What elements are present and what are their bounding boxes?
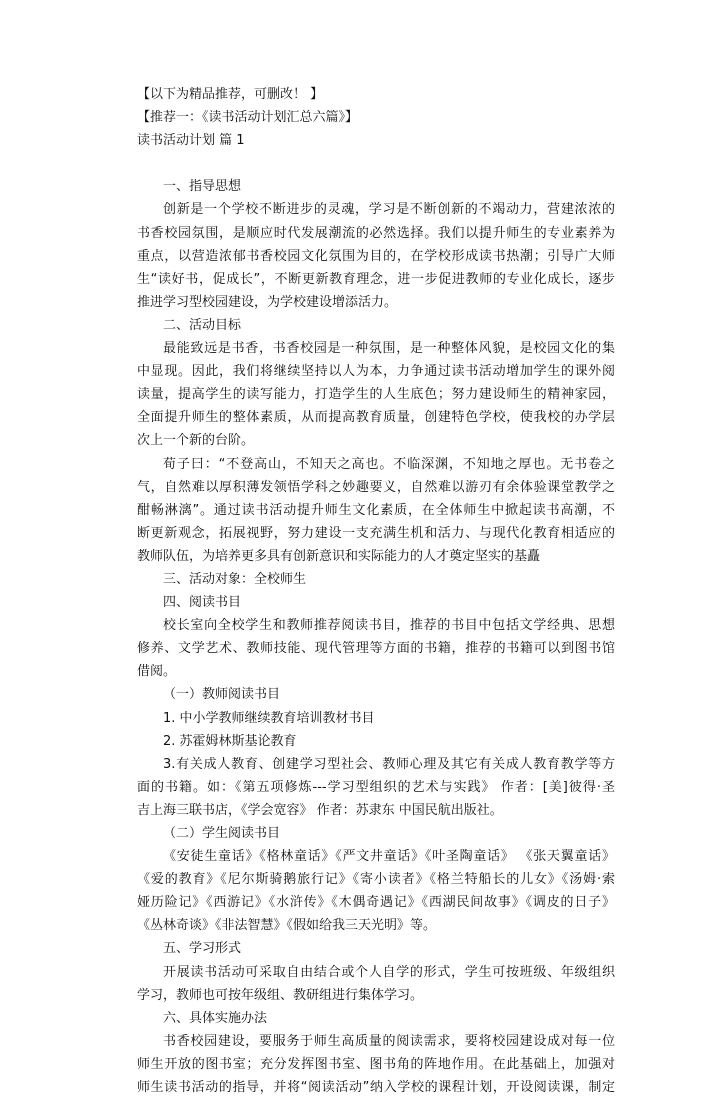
text-line: 读量，提高学生的读写能力，打造学生的人生底色；努力建设师生的精神家园， xyxy=(137,387,615,403)
text-line: 娅历险记》《西游记》《水浒传》《木偶奇遇记》《西湖民间故事》《调皮的日子》 xyxy=(137,895,615,911)
text-line: 创新是一个学校不断进步的灵魂，学习是不断创新的不竭动力，营建浓浓的 xyxy=(163,202,615,218)
text-line: 教师队伍，为培养更多具有创新意识和实际能力的人才奠定坚实的基矗 xyxy=(137,548,541,564)
text-line: 三、活动对象：全校师生 xyxy=(163,571,307,587)
text-line: 开展读书活动可采取自由结合或个人自学的形式，学生可按班级、年级组织 xyxy=(163,964,615,980)
text-line: 断更新观念，拓展视野，努力建设一支充满生机和活力、与现代化教育相适应的 xyxy=(137,525,615,541)
text-line: 读书活动计划 篇 1 xyxy=(137,133,245,149)
text-line: 《丛林奇谈》《非法智慧》《假如给我三天光明》等。 xyxy=(137,918,437,934)
text-line: 校长室向全校学生和教师推荐阅读书目，推荐的书目中包括文学经典、思想 xyxy=(163,618,615,634)
text-line: 《安徒生童话》《格林童话》《严文井童话》《叶圣陶童话》 《张天翼童话》 xyxy=(163,849,615,865)
text-line: 【以下为精品推荐，可删改！ 】 xyxy=(137,87,324,102)
text-line: 最能致远是书香，书香校园是一种氛围，是一种整体风貌，是校园文化的集 xyxy=(163,341,615,357)
text-line: 生“读好书，促成长”，不断更新教育理念，进一步促进教师的专业化成长，逐步 xyxy=(137,271,615,287)
text-line: 推进学习型校园建设，为学校建设增添活力。 xyxy=(137,294,398,310)
text-line: 气，自然难以厚积薄发领悟学科之妙趣要义，自然难以游刃有余体验课堂教学之 xyxy=(137,479,615,495)
text-line: 修养、文学艺术、教师技能、现代管理等方面的书籍，推荐的书籍可以到图书馆 xyxy=(137,641,615,657)
text-line: 2. 苏霍姆林斯基论教育 xyxy=(163,733,297,749)
text-line: 次上一个新的台阶。 xyxy=(137,433,255,449)
text-line: 3.有关成人教育、创建学习型社会、教师心理及其它有关成人教育教学等方 xyxy=(163,756,615,772)
text-line: 1. 中小学教师继续教育培训教材书目 xyxy=(163,710,375,726)
text-line: 二、活动目标 xyxy=(163,317,242,333)
text-line: 酣畅淋漓”。通过读书活动提升师生文化素质，在全体师生中掀起读书高潮，不 xyxy=(137,502,615,518)
text-line: 重点，以营造浓郁书香校园文化氛围为目的，在学校形成读书热潮；引导广大师 xyxy=(137,248,615,264)
blank-line xyxy=(137,152,615,175)
text-line: 吉上海三联书店，《学会宽容》 作者：苏隶东 中国民航出版社。 xyxy=(137,802,503,818)
text-line: 【推荐一：《读书活动计划汇总六篇》】 xyxy=(137,110,359,126)
text-line: 全面提升师生的整体素质，从而提高教育质量，创建特色学校，使我校的办学层 xyxy=(137,410,615,426)
text-line: 六、具体实施办法 xyxy=(163,1010,268,1026)
text-line: 学习，教师也可按年级组、教研组进行集体学习。 xyxy=(137,987,424,1003)
document-page xyxy=(137,83,615,1099)
text-line: 师生开放的图书室；充分发挥图书室、图书角的阵地作用。在此基础上，加强对 xyxy=(137,1056,615,1072)
text-line: 借阅。 xyxy=(137,664,177,680)
text-line: （二）学生阅读书目 xyxy=(163,826,281,841)
text-line: 四、阅读书目 xyxy=(163,595,242,611)
text-line: 荀子曰：“不登高山，不知天之高也。不临深渊，不知地之厚也。无书卷之 xyxy=(163,456,615,472)
text-line: 面的书籍。如：《第五项修炼---学习型组织的艺术与实践》 作者：[美]彼得·圣 xyxy=(137,779,615,795)
text-line: 书香校园氛围，是顺应时代发展潮流的必然选择。我们以提升师生的专业素养为 xyxy=(137,225,615,241)
text-line: 师生读书活动的指导，并将“阅读活动”纳入学校的课程计划，开设阅读课，制定 xyxy=(137,1080,615,1096)
text-line: 书香校园建设，要服务于师生高质量的阅读需求，要将校园建设成对每一位 xyxy=(163,1033,615,1049)
text-line: 五、学习形式 xyxy=(163,941,242,957)
text-line: 一、指导思想 xyxy=(163,179,242,195)
text-line: 《爱的教育》《尼尔斯骑鹅旅行记》《寄小读者》《格兰特船长的儿女》《汤姆·索 xyxy=(137,872,615,888)
text-line: （一）教师阅读书目 xyxy=(163,687,281,703)
text-line: 中显现。因此，我们将继续坚持以人为本，力争通过读书活动增加学生的课外阅 xyxy=(137,364,615,380)
